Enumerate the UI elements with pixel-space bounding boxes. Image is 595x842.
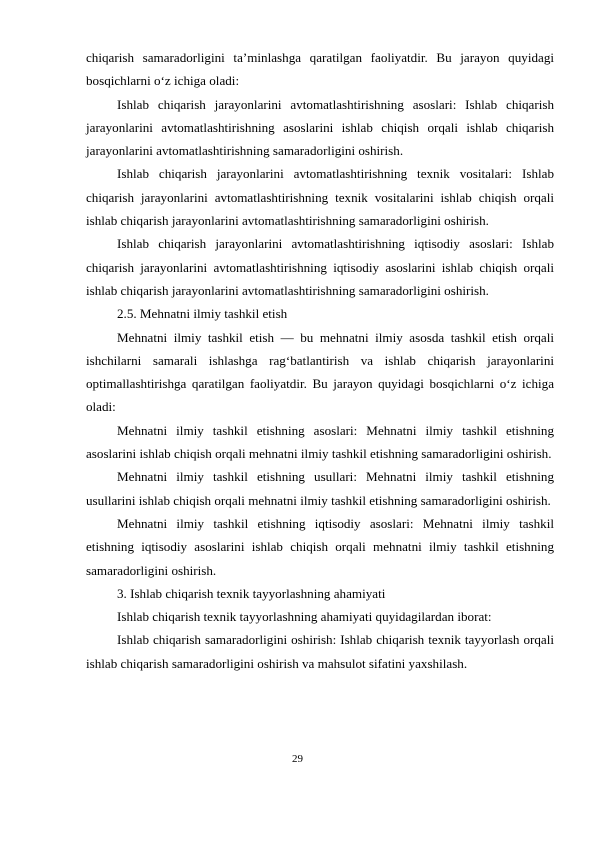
paragraph-automation-basics: Ishlab chiqarish jarayonlarini avtomatlashtirishning asoslari: Ishlab chiqarish jarayonlarini avtomatlashtirishning asoslarini ishlab chiqish orqali ishlab chiqarish jarayonlarini avtomatlashtirishning samaradorligini oshirish. — [86, 96, 554, 159]
section-heading-3: 3. Ishlab chiqarish texnik tayyorlashning ahamiyati — [117, 585, 386, 601]
section-intro-line: Ishlab chiqarish texnik tayyorlashning ahamiyati quyidagilardan iborat: — [117, 609, 492, 625]
paragraph-scientific-labor-definition: Mehnatni ilmiy tashkil etish — bu mehnatni ilmiy asosda tashkil etish orqali ishchilarni samarali ishlashga rag‘batlantirish va ishlab chiqarish jarayonlarini optimallashtirishga qaratilgan faoliyatdir. Bu jarayon quyidagi bosqichlarni o‘z ichiga oladi: — [86, 329, 554, 415]
paragraph-automation-economic-basics: Ishlab chiqarish jarayonlarini avtomatlashtirishning iqtisodiy asoslari: Ishlab chiqarish jarayonlarini avtomatlashtirishning iqtisodiy asoslarini ishlab chiqish orqali ishlab chiqarish jarayonlarini avtomatlashtirishning samaradorligini oshirish. — [86, 236, 554, 298]
paragraph-automation-technical-means: Ishlab chiqarish jarayonlarini avtomatlashtirishning texnik vositalari: Ishlab chiqarish jarayonlarini avtomatlashtirishning texnik vositalarini ishlab chiqish orqali ishlab chiqarish jarayonlarini avtomatlashtirishning samaradorligini oshirish. — [86, 166, 554, 229]
paragraph-labor-organization-economic: Mehnatni ilmiy tashkil etishning iqtisodiy asoslari: Mehnatni ilmiy tashkil etishning iqtisodiy asoslarini ishlab chiqish orqali mehnatni ilmiy tashkil etishning samaradorligini oshirish. — [86, 515, 554, 578]
paragraph-efficiency-increase: Ishlab chiqarish samaradorligini oshirish: Ishlab chiqarish texnik tayyorlash orqali ishlab chiqarish samaradorligini oshirish va mahsulot sifatini yaxshilash. — [86, 632, 554, 671]
section-heading-2-5: 2.5. Mehnatni ilmiy tashkil etish — [117, 306, 288, 322]
paragraph-labor-organization-basics: Mehnatni ilmiy tashkil etishning asoslari: Mehnatni ilmiy tashkil etishning asoslarini ishlab chiqish orqali mehnatni ilmiy tashkil etishning samaradorligini oshirish. — [86, 422, 554, 462]
page-number: 29 — [292, 753, 303, 765]
paragraph-continued: chiqarish samaradorligini ta’minlashga qaratilgan faoliyatdir. Bu jarayon quyidagi bosqichlarni o‘z ichiga oladi: — [86, 50, 554, 89]
paragraph-labor-organization-methods: Mehnatni ilmiy tashkil etishning usullari: Mehnatni ilmiy tashkil etishning usullarini ishlab chiqish orqali mehnatni ilmiy tashkil etishning samaradorligini oshirish. — [86, 469, 554, 508]
page-body — [86, 46, 554, 675]
